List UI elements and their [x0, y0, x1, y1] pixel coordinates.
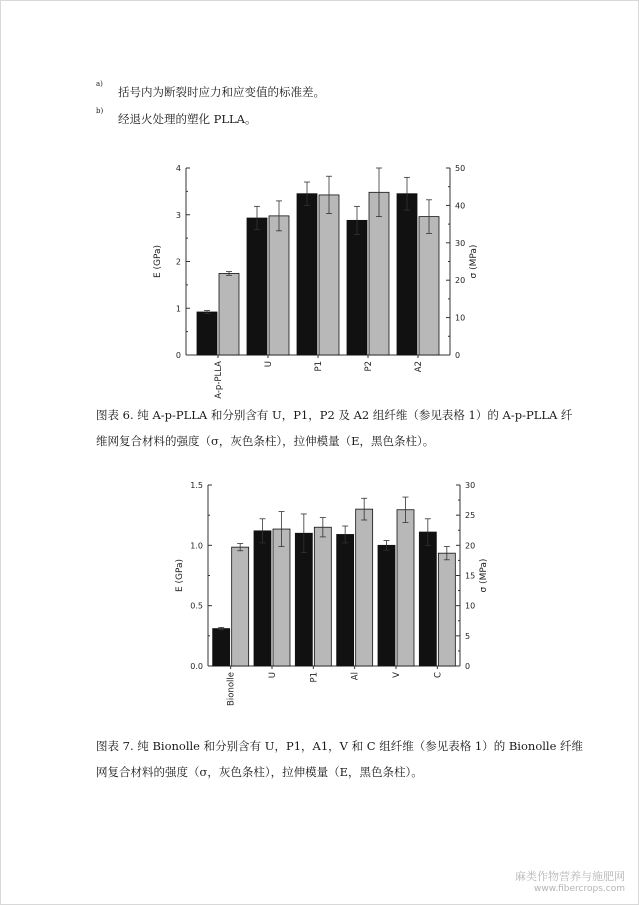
fig6-bar-modulus: [347, 220, 367, 355]
fig6-right-tick-label: 10: [455, 313, 466, 323]
watermark-line-2: www.fibercrops.com: [534, 884, 625, 894]
fig6-bar-modulus: [397, 194, 417, 355]
fig7-right-tick-label: 15: [465, 571, 476, 581]
fig7-bar-modulus: [337, 534, 354, 666]
fig6-bar-strength: [219, 273, 239, 355]
fig6-bar-strength: [269, 216, 289, 355]
fig7-x-tick-label: Bionolle: [226, 672, 237, 706]
fig6-right-tick-label: 0: [455, 351, 461, 360]
fig7-x-tick-label: U: [268, 672, 278, 679]
fig7-right-tick-label: 0: [465, 662, 471, 671]
fig7-left-axis-label: E (GPa): [175, 558, 185, 593]
fig7-left-tick-label: 0.5: [190, 601, 203, 611]
fig7-x-tick-label: Al: [350, 672, 361, 681]
fig6-right-tick-label: 20: [455, 276, 466, 286]
fig6-left-axis-label: E (GPa): [153, 244, 163, 279]
fig7-right-tick-label: 30: [465, 481, 476, 490]
fig7-bar-strength: [438, 553, 455, 666]
footnote-a-mark: a): [96, 80, 103, 88]
fig7-left-tick-label: 1.5: [190, 481, 203, 490]
fig7-x-tick-label: V: [392, 672, 402, 678]
fig6-left-tick-label: 4: [175, 164, 181, 173]
figure-7-caption-line-2: 网复合材料的强度（σ，灰色条柱），拉伸模量（E，黑色条柱）。: [96, 765, 423, 779]
watermark-line-1: 麻类作物营养与施肥网: [515, 870, 625, 883]
fig6-right-axis-label: σ (MPa): [469, 244, 479, 279]
fig6-left-tick-label: 2: [175, 257, 181, 267]
fig6-bar-modulus: [247, 218, 267, 355]
fig6-bar-modulus: [197, 312, 217, 355]
figure-6-caption-line-2: 维网复合材料的强度（σ，灰色条柱），拉伸模量（E，黑色条柱）。: [96, 434, 435, 448]
figure-6-chart: [0, 160, 639, 399]
figure-7-caption-line-1: 图表 7. 纯 Bionolle 和分别含有 U，P1，A1，V 和 C 组纤维（参见表格 1）的 Bionolle 纤维: [96, 739, 584, 753]
fig7-bar-modulus: [419, 532, 436, 666]
figure-6-caption: [96, 402, 573, 454]
fig6-left-tick-label: 3: [175, 210, 181, 220]
fig7-bar-modulus: [213, 629, 230, 666]
footnote-b-text: 经退火处理的塑化 PLLA。: [118, 112, 257, 126]
fig6-right-tick-label: 40: [455, 201, 466, 211]
fig7-bar-modulus: [295, 533, 312, 666]
fig7-bar-modulus: [254, 531, 271, 666]
fig7-right-tick-label: 10: [465, 601, 476, 611]
fig7-bar-strength: [314, 527, 331, 666]
fig7-bar-strength: [232, 547, 249, 666]
fig6-right-tick-label: 30: [455, 238, 466, 248]
fig6-x-tick-label: A2: [414, 361, 424, 373]
fig7-left-tick-label: 1.0: [190, 541, 203, 551]
footnote-a-text: 括号内为断裂时应力和应变值的标准差。: [118, 85, 325, 99]
fig6-x-tick-label: P1: [314, 361, 324, 372]
fig7-bar-strength: [356, 509, 373, 666]
fig7-bar-strength: [273, 529, 290, 666]
figure-7-chart: [0, 478, 639, 718]
figure-7-caption: [96, 733, 584, 785]
fig6-bar-strength: [419, 217, 439, 355]
fig6-left-tick-label: 1: [175, 304, 181, 314]
fig7-right-tick-label: 5: [465, 631, 471, 641]
footnote-b-mark: b): [96, 107, 104, 115]
fig6-x-tick-label: A-p-PLLA: [214, 361, 224, 399]
fig6-bar-modulus: [297, 194, 317, 355]
fig7-x-tick-label: C: [433, 672, 444, 678]
fig6-x-tick-label: U: [264, 361, 274, 368]
fig6-right-tick-label: 50: [455, 164, 466, 173]
fig6-left-tick-label: 0: [175, 351, 181, 360]
fig6-bar-strength: [319, 195, 339, 355]
fig6-x-tick-label: P2: [364, 361, 374, 372]
figure-6-caption-line-1: 图表 6. 纯 A-p-PLLA 和分别含有 U，P1，P2 及 A2 组纤维（参见表格 1）的 A-p-PLLA 纤: [96, 408, 573, 422]
fig7-left-tick-label: 0.0: [190, 662, 203, 671]
fig7-right-axis-label: σ (MPa): [479, 558, 489, 593]
fig7-x-tick-label: P1: [309, 672, 320, 683]
fig7-right-tick-label: 20: [465, 541, 476, 551]
watermark: [515, 868, 625, 894]
fig7-bar-strength: [397, 510, 414, 666]
fig7-bar-modulus: [378, 545, 395, 666]
fig7-right-tick-label: 25: [465, 511, 476, 521]
